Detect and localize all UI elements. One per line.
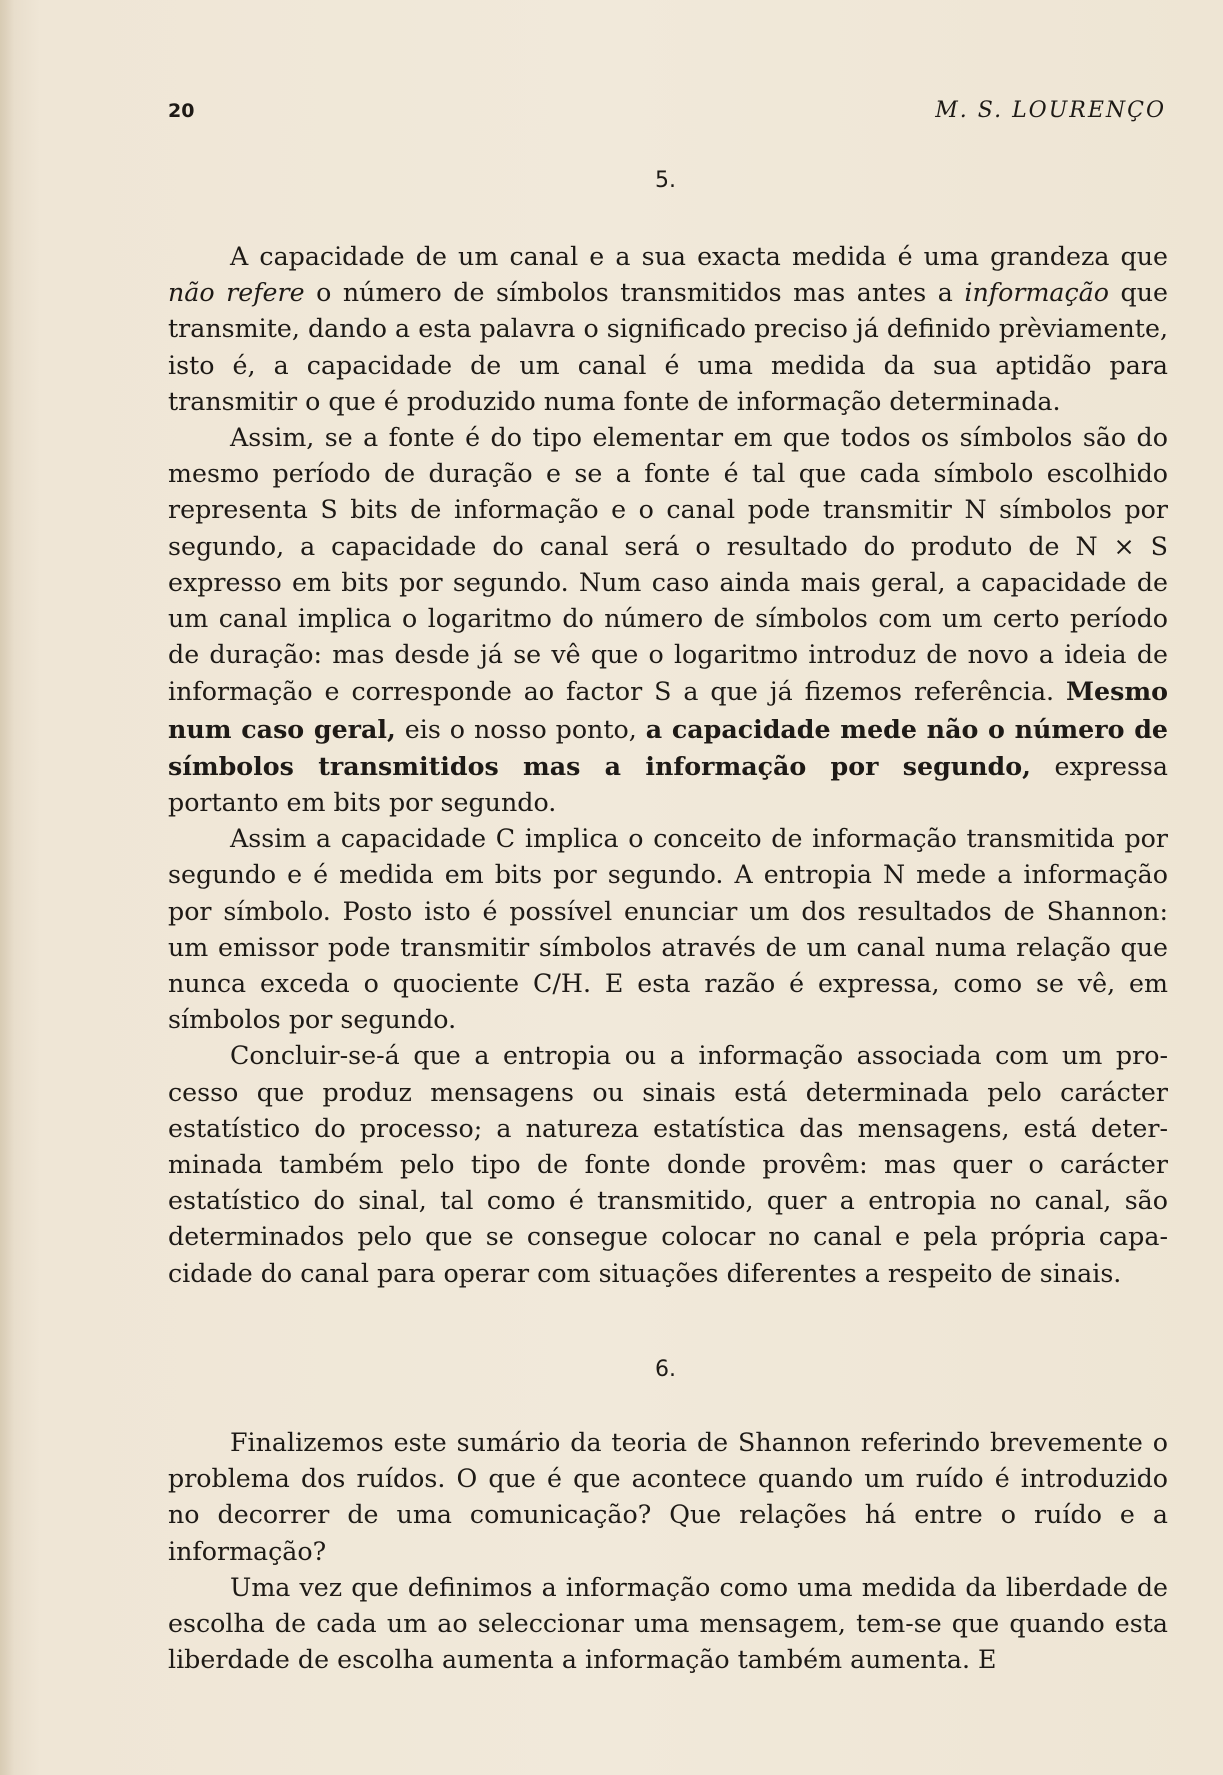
- italic-text-run: não refere: [168, 278, 305, 308]
- text-run: A capacidade de um canal e a sua exacta medida é uma grandeza que: [230, 242, 1168, 271]
- text-run: Concluir-se-á que a entropia ou a informação associada com um processo que produz mensagens ou sinais está determinada pelo carácter estatístico do processo; a natureza estatística das mensagens, está determinada também pelo tipo de fonte donde provêm: mas quer o carácter estatístico do sinal, tal como é transmitido, quer a entropia no canal, são determinados pelo que se consegue colocar no canal e pela própria capacidade do canal para operar com situações diferentes a respeito de sinais.: [168, 1041, 1168, 1288]
- bold-text-run: a capacidade mede não o número de símbolos transmitidos mas a informação por segundo,: [168, 713, 1168, 781]
- italic-text-run: informação: [964, 278, 1109, 308]
- text-run: que transmite, dando a esta palavra o significado preciso já definido prèviamente, isto é, a capacidade de um canal é uma medida da sua aptidão para transmitir o que é produzido numa fonte de informação determinada.: [168, 278, 1168, 416]
- paragraph: [168, 420, 1168, 821]
- section-heading-6: 6.: [655, 1357, 676, 1382]
- paragraph: [168, 239, 1168, 420]
- text-run: Assim a capacidade C implica o conceito de informação transmitida por segundo e é medida em bits por segundo. A entropia N mede a informação por símbolo. Posto isto é possível enunciar um dos resultados de Shannon: um emissor pode transmitir símbolos através de um canal numa relação que nunca exceda o quociente C/H. E esta razão é expressa, como se vê, em símbolos por segundo.: [168, 824, 1168, 1035]
- text-run: Uma vez que definimos a informação como uma medida da liberdade de escolha de cada um ao seleccionar uma mensagem, tem-se que quando esta liberdade de escolha aumenta a informação também aumenta. E: [168, 1572, 1168, 1675]
- paragraph: [168, 1570, 1168, 1679]
- author-name: M. S. LOURENÇO: [935, 98, 1166, 123]
- page-spine-shadow: [0, 0, 14, 1775]
- section-heading-5: 5.: [655, 168, 676, 193]
- paragraph: [168, 821, 1168, 1038]
- section-body-6: [168, 1425, 1168, 1678]
- text-run: o número de símbolos transmitidos mas antes a: [304, 278, 965, 308]
- text-run: Finalizemos este sumário da teoria de Shannon referindo brevemente o problema dos ruídos. O que é que acontece quando um ruído é introduzido no decorrer de uma comunicação? Que relações há entre o ruído e a informação?: [168, 1428, 1168, 1566]
- section-body-5: [168, 239, 1168, 1292]
- paragraph: [168, 1425, 1168, 1570]
- text-run: Assim, se a fonte é do tipo elementar em que todos os símbolos são do mesmo período de duração e se a fonte é tal que cada símbolo escolhido representa S bits de informação e o canal pode transmitir N símbolos por segundo, a capacidade do canal será o resultado do produto de N × S expresso em bits por segundo. Num caso ainda mais geral, a capacidade de um canal implica o logaritmo do número de símbolos com um certo período de duração: mas desde já se vê que o logaritmo introduz de novo a ideia de informação e corresponde ao factor S a que já fizemos referência.: [168, 423, 1168, 707]
- paragraph: [168, 1038, 1168, 1291]
- bold-text-run: Mesmo num caso geral,: [168, 676, 1168, 744]
- page-number: 20: [168, 100, 195, 122]
- running-head: [168, 98, 1168, 132]
- text-run: eis o nosso ponto,: [395, 714, 646, 744]
- text-run: expressa portanto em bits por segundo.: [168, 751, 1168, 818]
